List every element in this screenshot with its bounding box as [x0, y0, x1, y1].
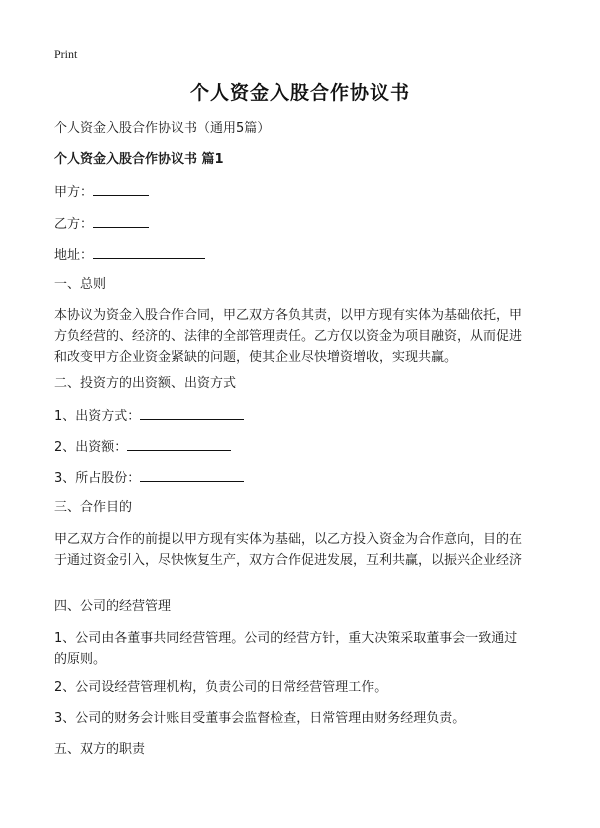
investment-amount-blank: [127, 436, 231, 451]
party-a-label: 甲方：: [54, 185, 94, 200]
section-1-line: 方负经营的、经济的、法律的全部管理责任。乙方仅以资金为项目融资，从而促进: [54, 329, 523, 344]
section-4-heading: 四、公司的经营管理: [54, 599, 172, 614]
section-3-paragraph: [54, 529, 548, 571]
share-percentage-blank: [140, 467, 244, 482]
section-1-line: 和改变甲方企业资金紧缺的问题，使其企业尽快增资增收，实现共赢。: [54, 350, 458, 365]
investment-method-blank: [140, 405, 244, 420]
section-4-item-1: [54, 628, 548, 670]
investment-method-label: 1、出资方式：: [54, 409, 141, 424]
section-1-line: 本协议为资金入股合作合同，甲乙双方各负其责，以甲方现有实体为基础依托，甲: [54, 308, 523, 323]
party-b-line: [54, 213, 149, 235]
address-line: [54, 244, 205, 266]
chapter-heading: 个人资金入股合作协议书 篇1: [54, 152, 224, 167]
address-blank: [93, 244, 205, 259]
section-4-item-2: 2、公司设经营管理机构，负责公司的日常经营管理工作。: [54, 680, 388, 695]
party-a-line: [54, 181, 149, 203]
section-2-heading: 二、投资方的出资额、出资方式: [54, 376, 237, 391]
document-subtitle: 个人资金入股合作协议书（通用5篇）: [54, 121, 271, 136]
section-5-heading: 五、双方的职责: [54, 742, 146, 757]
print-label[interactable]: Print: [54, 47, 78, 61]
section-3-line: 于通过资金引入，尽快恢复生产，双方合作促进发展，互利共赢，以振兴企业经济: [54, 553, 523, 568]
share-percentage-label: 3、所占股份：: [54, 471, 141, 486]
section-4-item-1-line: 1、公司由各董事共同经营管理。公司的经营方针，重大决策采取董事会一致通过: [54, 631, 518, 646]
investment-amount-line: [54, 436, 231, 458]
section-3-heading: 三、合作目的: [54, 500, 133, 515]
section-3-line: 甲乙双方合作的前提以甲方现有实体为基础，以乙方投入资金为合作意向，目的在: [54, 532, 523, 547]
investment-amount-label: 2、出资额：: [54, 440, 128, 455]
section-4-item-1-line: 的原则。: [54, 652, 107, 667]
section-1-heading: 一、总则: [54, 277, 107, 292]
address-label: 地址：: [54, 248, 94, 263]
party-b-blank: [93, 213, 149, 228]
section-4-item-3: 3、公司的财务会计账目受董事会监督检查，日常管理由财务经理负责。: [54, 711, 466, 726]
document-title: 个人资金入股合作协议书: [189, 82, 410, 104]
investment-method-line: [54, 405, 244, 427]
share-percentage-line: [54, 467, 244, 489]
section-1-paragraph: [54, 305, 548, 368]
party-b-label: 乙方：: [54, 217, 94, 232]
party-a-blank: [93, 181, 149, 196]
